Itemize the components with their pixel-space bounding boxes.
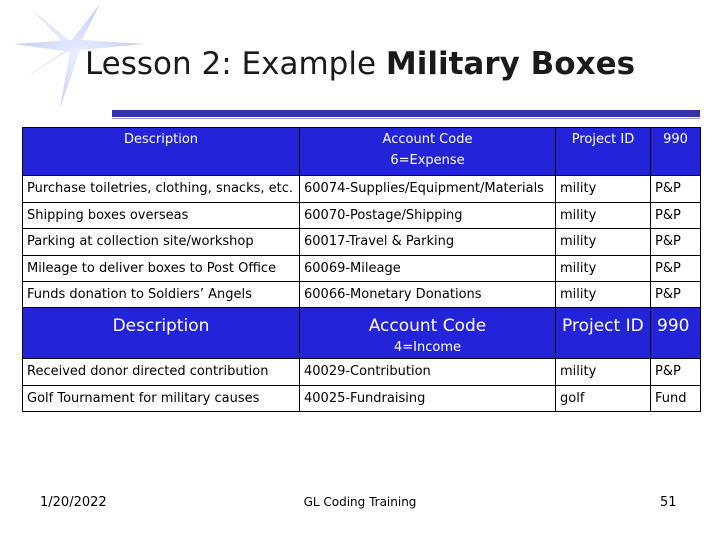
cell-description: Purchase toiletries, clothing, snacks, etc. <box>23 176 300 203</box>
cell-990: P&P <box>651 229 701 256</box>
header-account-code-sub: 4=Income <box>394 340 461 355</box>
footer-title: GL Coding Training <box>303 495 417 509</box>
income-table <box>22 307 701 412</box>
cell-account-code: 60074-Supplies/Equipment/Materials <box>300 176 556 203</box>
cell-description: Golf Tournament for military causes <box>23 385 300 412</box>
expense-table <box>22 127 701 309</box>
footer-page-number: 51 <box>660 495 677 510</box>
slide-title <box>0 46 720 82</box>
cell-description: Funds donation to Soldiers’ Angels <box>23 282 300 309</box>
slide-title-plain: Lesson 2: Example <box>84 46 386 82</box>
slide-title-bold: Military Boxes <box>385 46 636 82</box>
header-description: Description <box>23 308 300 359</box>
cell-project-id: mility <box>556 255 651 282</box>
cell-description: Mileage to deliver boxes to Post Office <box>23 255 300 282</box>
cell-990: P&P <box>651 202 701 229</box>
cell-990: P&P <box>651 176 701 203</box>
table-row <box>23 202 701 229</box>
cell-account-code: 60070-Postage/Shipping <box>300 202 556 229</box>
header-description: Description <box>23 128 300 176</box>
cell-project-id: golf <box>556 385 651 412</box>
header-account-code: Account Code 6=Expense <box>300 128 556 176</box>
header-account-code-sub: 6=Expense <box>390 153 465 168</box>
cell-990: Fund <box>651 385 701 412</box>
title-underline-thin <box>112 118 700 119</box>
cell-account-code: 60066-Monetary Donations <box>300 282 556 309</box>
table-row <box>23 229 701 256</box>
header-990: 990 <box>651 128 701 176</box>
cell-990: P&P <box>651 282 701 309</box>
table-row <box>23 359 701 386</box>
cell-project-id: mility <box>556 202 651 229</box>
table-row <box>23 385 701 412</box>
header-account-code: Account Code 4=Income <box>300 308 556 359</box>
table-row <box>23 282 701 309</box>
cell-account-code: 60017-Travel & Parking <box>300 229 556 256</box>
table-row <box>23 255 701 282</box>
cell-account-code: 60069-Mileage <box>300 255 556 282</box>
table-row <box>23 176 701 203</box>
title-underline <box>112 110 700 117</box>
income-header-row <box>23 308 701 359</box>
expense-header-row <box>23 128 701 176</box>
cell-description: Parking at collection site/workshop <box>23 229 300 256</box>
cell-project-id: mility <box>556 282 651 309</box>
cell-account-code: 40029-Contribution <box>300 359 556 386</box>
cell-project-id: mility <box>556 229 651 256</box>
header-project-id: Project ID <box>556 128 651 176</box>
header-990: 990 <box>651 308 701 359</box>
header-project-id: Project ID <box>556 308 651 359</box>
cell-project-id: mility <box>556 359 651 386</box>
cell-990: P&P <box>651 255 701 282</box>
footer-date: 1/20/2022 <box>40 495 107 510</box>
cell-description: Shipping boxes overseas <box>23 202 300 229</box>
cell-account-code: 40025-Fundraising <box>300 385 556 412</box>
cell-project-id: mility <box>556 176 651 203</box>
cell-990: P&P <box>651 359 701 386</box>
cell-description: Received donor directed contribution <box>23 359 300 386</box>
